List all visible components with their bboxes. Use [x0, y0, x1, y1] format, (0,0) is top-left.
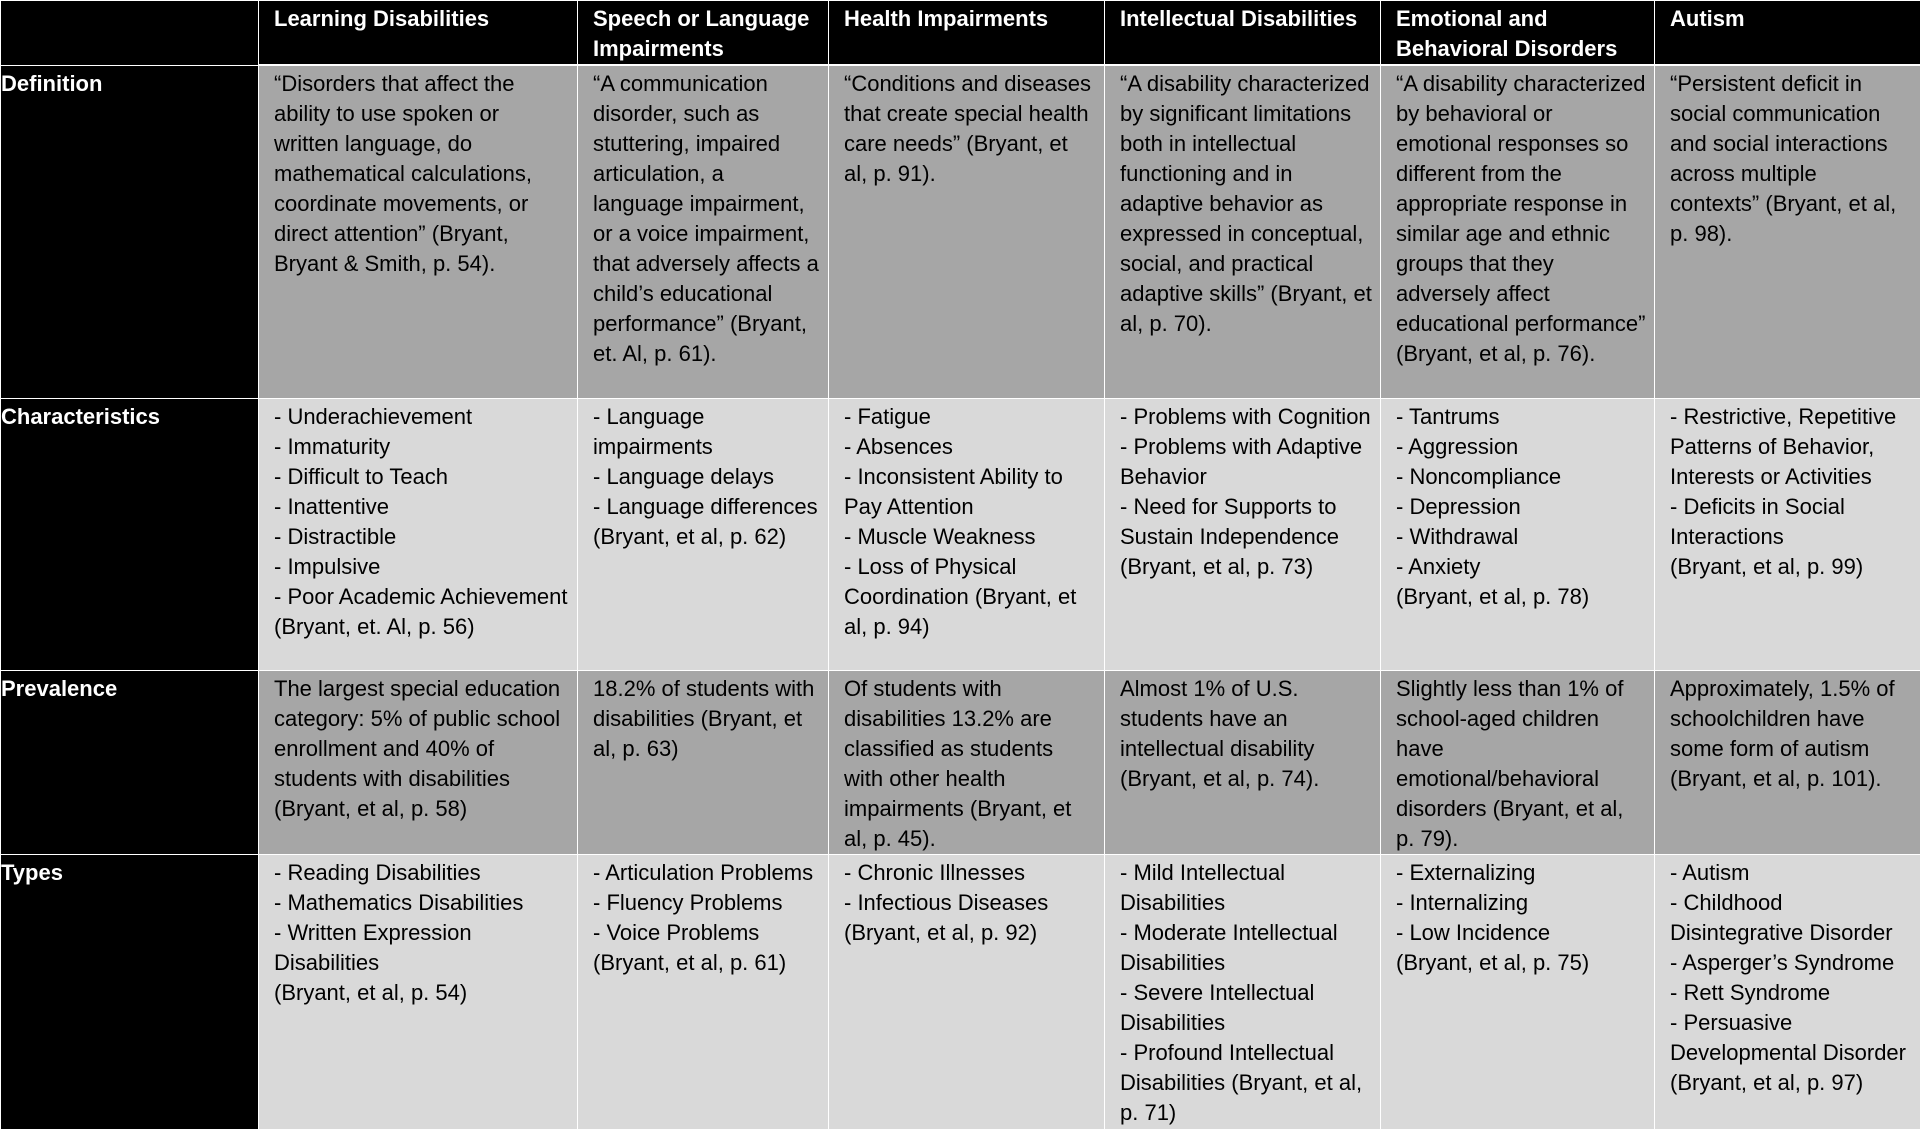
table-cell: Of students with disabilities 13.2% are classified as students with other health impairments (Bryant, et al, p. 45). — [829, 670, 1105, 854]
table-cell: - Autism - Childhood Disintegrative Disorder - Asperger’s Syndrome - Rett Syndrome - Persuasive Developmental Disorder (Bryant, et al, p. 97) — [1655, 854, 1920, 1129]
table-row-types — [1, 854, 1920, 1129]
row-header-types: Types — [1, 854, 259, 1129]
table-cell: - Underachievement - Immaturity - Difficult to Teach - Inattentive - Distractible - Impulsive - Poor Academic Achievement (Bryant, et. Al, p. 56) — [259, 398, 578, 670]
row-header-prevalence: Prevalence — [1, 670, 259, 854]
table-cell: “Disorders that affect the ability to use spoken or written language, do mathematical calculations, coordinate movements, or direct attention” (Bryant, Bryant & Smith, p. 54). — [259, 65, 578, 398]
table-row-definition — [1, 65, 1920, 398]
column-header-emotional-behavioral-disorders: Emotional and Behavioral Disorders — [1381, 1, 1655, 66]
column-header-learning-disabilities: Learning Disabilities — [259, 1, 578, 66]
column-header-health-impairments: Health Impairments — [829, 1, 1105, 66]
table-cell: - Articulation Problems - Fluency Problems - Voice Problems (Bryant, et al, p. 61) — [578, 854, 829, 1129]
corner-cell — [1, 1, 259, 66]
table-cell: Almost 1% of U.S. students have an intellectual disability (Bryant, et al, p. 74). — [1105, 670, 1381, 854]
table-row-characteristics — [1, 398, 1920, 670]
table-cell: “Conditions and diseases that create special health care needs” (Bryant, et al, p. 91). — [829, 65, 1105, 398]
table-cell: Slightly less than 1% of school-aged children have emotional/behavioral disorders (Bryant, et al, p. 79). — [1381, 670, 1655, 854]
table-cell: - Mild Intellectual Disabilities - Moderate Intellectual Disabilities - Severe Intellectual Disabilities - Profound Intellectual Disabilities (Bryant, et al, p. 71) — [1105, 854, 1381, 1129]
header-row — [1, 1, 1920, 66]
table-cell: “Persistent deficit in social communication and social interactions across multiple contexts” (Bryant, et al, p. 98). — [1655, 65, 1920, 398]
row-header-definition: Definition — [1, 65, 259, 398]
table-cell: - Restrictive, Repetitive Patterns of Behavior, Interests or Activities - Deficits in Social Interactions (Bryant, et al, p. 99) — [1655, 398, 1920, 670]
table-cell: “A disability characterized by behavioral or emotional responses so different from the appropriate response in similar age and ethnic groups that they adversely affect educational performance” (Bryant, et al, p. 76). — [1381, 65, 1655, 398]
row-header-characteristics: Characteristics — [1, 398, 259, 670]
table-cell: 18.2% of students with disabilities (Bryant, et al, p. 63) — [578, 670, 829, 854]
table-cell: “A disability characterized by significant limitations both in intellectual functioning and in adaptive behavior as expressed in conceptual, social, and practical adaptive skills” (Bryant, et al, p. 70). — [1105, 65, 1381, 398]
table-cell: Approximately, 1.5% of schoolchildren have some form of autism (Bryant, et al, p. 101). — [1655, 670, 1920, 854]
table-cell: - Chronic Illnesses - Infectious Diseases (Bryant, et al, p. 92) — [829, 854, 1105, 1129]
table-cell: - Tantrums - Aggression - Noncompliance - Depression - Withdrawal - Anxiety (Bryant, et al, p. 78) — [1381, 398, 1655, 670]
table-cell: - Reading Disabilities - Mathematics Disabilities - Written Expression Disabilities (Bryant, et al, p. 54) — [259, 854, 578, 1129]
column-header-autism: Autism — [1655, 1, 1920, 66]
table-cell: “A communication disorder, such as stuttering, impaired articulation, a language impairment, or a voice impairment, that adversely affects a child’s educational performance” (Bryant, et. Al, p. 61). — [578, 65, 829, 398]
table-cell: - Language impairments - Language delays - Language differences (Bryant, et al, p. 62) — [578, 398, 829, 670]
table-cell: - Fatigue - Absences - Inconsistent Ability to Pay Attention - Muscle Weakness - Loss of Physical Coordination (Bryant, et al, p. 94) — [829, 398, 1105, 670]
table-row-prevalence — [1, 670, 1920, 854]
column-header-speech-language-impairments: Speech or Language Impairments — [578, 1, 829, 66]
table-cell: - Externalizing - Internalizing - Low Incidence (Bryant, et al, p. 75) — [1381, 854, 1655, 1129]
table-cell: The largest special education category: 5% of public school enrollment and 40% of students with disabilities (Bryant, et al, p. 58) — [259, 670, 578, 854]
table-cell: - Problems with Cognition - Problems with Adaptive Behavior - Need for Supports to Sustain Independence (Bryant, et al, p. 73) — [1105, 398, 1381, 670]
column-header-intellectual-disabilities: Intellectual Disabilities — [1105, 1, 1381, 66]
